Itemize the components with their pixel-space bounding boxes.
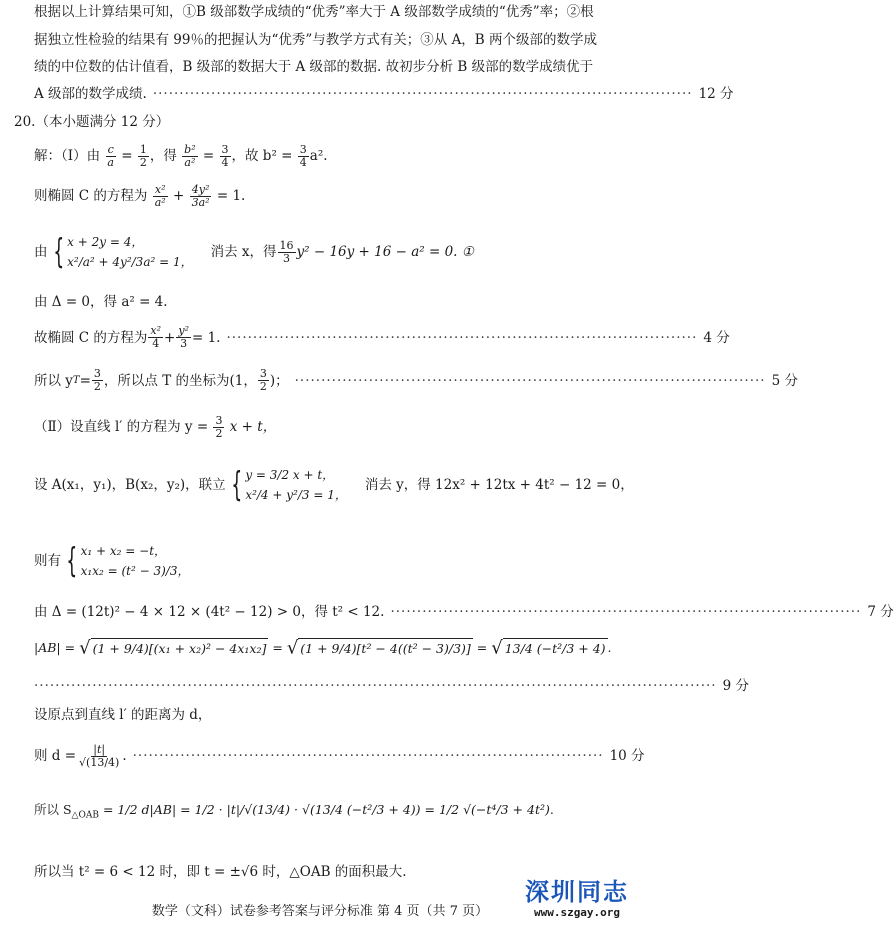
step-text: ，所以点 T 的坐标为	[103, 372, 230, 389]
equation-system	[34, 222, 626, 282]
score-line: 则 d = $\frac{|t|}{√(13/4)}$ . ························································································· 10 分	[34, 742, 645, 769]
step-text: = 1.	[216, 188, 246, 204]
system-equation: x²/4 + y²/3 = 1，	[245, 488, 347, 502]
step-text: 则 d =	[34, 748, 77, 764]
step-line: 设原点到直线 l′ 的距离为 d，	[34, 707, 212, 723]
fraction: $\frac{c}{a}$	[107, 143, 114, 169]
fraction: $\frac{3}{2}$	[259, 367, 267, 393]
system-equation: x₁x₂ = (t² − 3)/3，	[80, 564, 190, 578]
system-brace: { y = 3/2 x + t， x²/4 + y²/3 = 1，	[231, 465, 347, 505]
score-label: 9 分	[722, 678, 749, 694]
fraction: $\frac{1}{2}$	[139, 143, 147, 169]
text-line: 根据以上计算结果可知，①B 级部数学成绩的“优秀”率大于 A 级部数学成绩的“优秀”率；②根	[34, 4, 594, 20]
leader-dots: ·························································································	[390, 604, 862, 620]
step-text: 则有	[34, 553, 61, 569]
text-line: 据独立性检验的结果有 99％的把握认为“优秀”与教学方式有关；③从 A，B 两个级部的数学成	[34, 32, 598, 48]
system-equation: y = 3/2 x + t，	[245, 468, 335, 482]
fraction: $\frac{16}{3}$	[279, 238, 294, 265]
step-text: d|AB| =	[141, 802, 195, 817]
fraction: $\frac{\text{y²}}{3}$	[178, 324, 189, 350]
step-text: = 1.	[191, 329, 221, 346]
step-text: 消去 y，得 12x² + 12tx + 4t² − 12 = 0，	[364, 477, 634, 493]
page-footer: 数学（文科）试卷参考答案与评分标准 第 4 页（共 7 页）	[151, 904, 489, 919]
fraction: $\frac{\text{x²}}{4}$	[150, 324, 162, 350]
system-brace: { x + 2y = 4， x²/a² + 4y²/3a² = 1，	[52, 232, 193, 272]
step-text: a².	[309, 148, 328, 164]
step-text: ，得	[149, 148, 177, 164]
step-text: 设 A(x₁，y₁)，B(x₂，y₂)，联立	[34, 477, 226, 493]
score-label: 10 分	[609, 748, 645, 764]
logo-url: www.szgay.org	[533, 906, 621, 919]
score-line: 故椭圆 C 的方程为 $\frac{\text{x²}}{4}$ + $\frac{\text{y²}}{3}$ = 1. ························································································· 4 分	[34, 324, 730, 350]
step-text: 由 Δ = (12t)² − 4 × 12 × (4t² − 12) > 0，得 t² < 12.	[34, 604, 385, 620]
system-equation: x²/a² + 4y²/3a² = 1，	[67, 255, 193, 269]
step-line: |AB| = √ (1 + 9/4)[(x₁ + x₂)² − 4x₁x₂] = √ (1 + 9/4)[t² − 4((t² − 3)/3)] = √ 13/4 (−t²/3 + 4) .	[34, 637, 612, 659]
step-text: 故椭圆 C 的方程为	[34, 329, 148, 346]
leader-dots: ·························································································	[294, 372, 766, 389]
fraction: $\frac{3}{2}$	[215, 414, 223, 440]
logo-brand: 深圳同志	[525, 878, 629, 906]
score-label: 7 分	[867, 604, 894, 620]
step-line: 所以 $S_{\triangle OAB} = 1/2$ d|AB| = 1/2 · |t|/√(13/4) · √(13/4 (−t²/3 + 4)) = 1/2 √(−t⁴/3 + 4t²).	[34, 802, 554, 821]
step-text: 消去 x，得	[210, 244, 277, 260]
score-line	[34, 602, 894, 622]
step-text: 则椭圆 C 的方程为	[34, 188, 148, 204]
step-text: 所以 y	[34, 372, 73, 389]
step-text: 1/2 · |t|/√(13/4) · √(13/4 (−t²/3 + 4))	[194, 802, 421, 817]
score-label: 5 分	[771, 372, 798, 389]
step-text: （Ⅱ）设直线 l′ 的方程为 y =	[34, 419, 209, 435]
score-label: 12 分	[698, 86, 734, 102]
text-line: 绩的中位数的估计值看，B 级部的数据大于 A 级部的数据. 故初步分析 B 级部的数学成绩优于	[34, 59, 594, 75]
fraction: $\frac{3}{2}$	[93, 367, 101, 393]
step-text: |AB| =	[34, 640, 76, 655]
step-line	[34, 415, 626, 440]
text-line: A 级部的数学成绩.	[34, 86, 147, 102]
score-line	[34, 676, 749, 696]
system-equation: x₁ + x₂ = −t，	[80, 544, 167, 558]
fraction: $\frac{3}{4}$	[221, 143, 229, 169]
step-text: 1/2 √(−t⁴/3 + 4t²)	[438, 802, 550, 817]
equation-system	[34, 452, 634, 518]
step-text: 由	[34, 244, 48, 260]
leader-dots: ······································································································	[152, 86, 693, 102]
step-text: 1/2	[117, 802, 138, 817]
leader-dots: ·························································································	[132, 748, 604, 764]
step-text: 所以 S	[34, 802, 72, 817]
fraction: $\frac{\text{4y²}}{\text{3a²}}$	[191, 183, 210, 209]
leader-dots: ·································································································································	[34, 678, 717, 694]
fraction: $\frac{3}{4}$	[299, 143, 307, 169]
watermark-logo	[522, 878, 632, 924]
system-equation: x + 2y = 4，	[67, 235, 144, 249]
step-line: 解：（Ⅰ）由 $\frac{c}{a}$ = $\frac{1}{2}$ ，得 $\frac{\text{b²}}{\text{a²}}$ = $\frac{3}{4}$ ，故 b² = $\frac{3}{4}$ a².	[34, 143, 328, 169]
radical: (1 + 9/4)[t² − 4((t² − 3)/3)]	[298, 638, 472, 659]
step-text: y² − 16y + 16 − a² = 0. ①	[296, 244, 474, 260]
step-text: x + t，	[229, 419, 277, 435]
radical: (1 + 9/4)[(x₁ + x₂)² − 4x₁x₂]	[91, 638, 269, 659]
system-brace: { x₁ + x₂ = −t， x₁x₂ = (t² − 3)/3，	[66, 541, 190, 581]
step-text: ，故 b² =	[231, 148, 293, 164]
question-title: 20.（本小题满分 12 分）	[14, 114, 170, 130]
fraction: $\frac{\text{x²}}{\text{a²}}$	[154, 183, 166, 209]
radical: 13/4 (−t²/3 + 4)	[503, 638, 608, 659]
score-label: 4 分	[703, 329, 730, 346]
step-line: 则椭圆 C 的方程为 $\frac{\text{x²}}{\text{a²}}$ + $\frac{\text{4y²}}{\text{3a²}}$ = 1.	[34, 183, 246, 209]
score-line	[34, 84, 734, 104]
step-line: 由 Δ = 0，得 a² = 4.	[34, 294, 168, 310]
fraction: $\frac{\text{b²}}{\text{a²}}$	[184, 143, 196, 169]
step-line: 所以当 t² = 6 < 12 时，即 t = ±√6 时，△OAB 的面积最大.	[34, 864, 407, 880]
fraction: $\frac{|t|}{√(13/4)}$	[79, 742, 120, 769]
equation-system	[34, 533, 626, 589]
leader-dots: ·························································································	[226, 329, 698, 346]
step-text: 解：（Ⅰ）由	[34, 148, 101, 164]
score-line: 所以 y T = $\frac{3}{2}$ ，所以点 T 的坐标为 (1， $\frac{3}{2}$ )； ························································································· 5 分	[34, 367, 798, 393]
